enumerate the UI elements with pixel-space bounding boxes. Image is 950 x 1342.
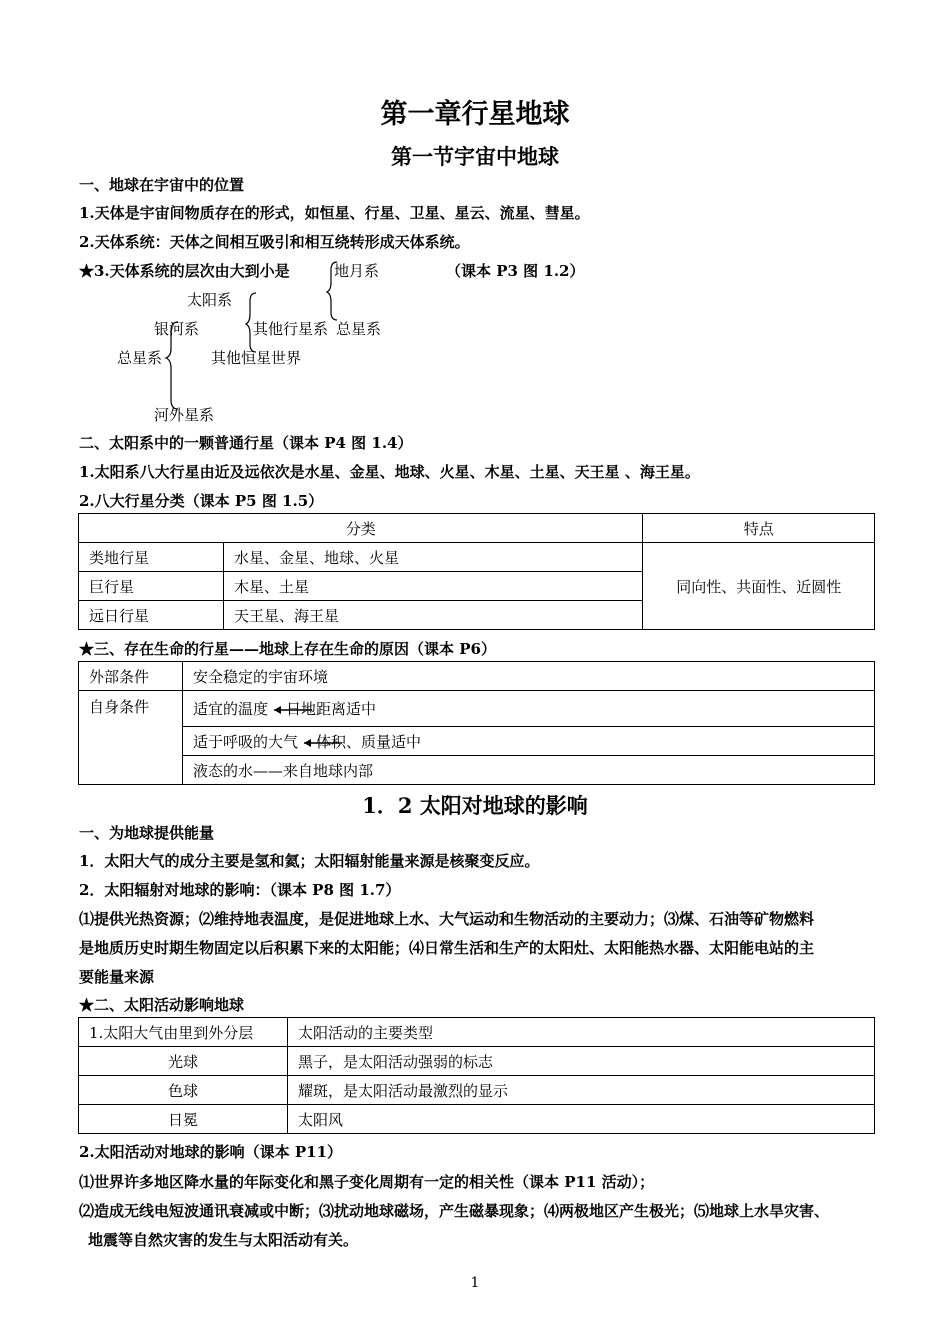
diagram-solar-system: 太阳系 xyxy=(187,291,233,309)
paragraph-sun-composition: 1．太阳大气的成分主要是氢和氦；太阳辐射能量来源是核聚变反应。 xyxy=(79,852,540,870)
cell-planets: 木星、土星 xyxy=(224,572,643,601)
atmosphere-text: 适于呼吸的大气 xyxy=(193,732,299,751)
cell-self-label: 自身条件 xyxy=(79,691,183,785)
left-arrow-icon xyxy=(302,738,330,748)
bracket-solar xyxy=(246,293,256,352)
paragraph-radiation-detail-2: 是地质历史时期生物固定以后积累下来的太阳能；⑷日常生活和生产的太阳灶、太阳能热水器、太阳能电站的主 xyxy=(79,939,815,957)
diagram-milky-way: 银河系 xyxy=(154,320,200,338)
cell-type: 类地行星 xyxy=(79,543,224,572)
solar-activity-table xyxy=(78,1017,875,1134)
paragraph-radiation-detail-3: 要能量来源 xyxy=(79,968,155,986)
paragraph-celestial-bodies: 1.天体是宇宙间物质存在的形式，如恒星、行星、卫星、星云、流星、彗星。 xyxy=(79,204,590,222)
heading-solar-planet: 二、太阳系中的一颗普通行星（课本 P4 图 1.4） xyxy=(79,434,413,452)
cell-layer: 光球 xyxy=(79,1047,288,1076)
diagram-other-stars: 其他恒星世界 xyxy=(211,349,302,367)
cell-temperature xyxy=(183,691,875,727)
life-conditions-table xyxy=(78,661,875,785)
heading-position: 一、地球在宇宙中的位置 xyxy=(79,176,245,194)
cell-layer: 色球 xyxy=(79,1076,288,1105)
volume-text: 体积、质量适中 xyxy=(316,732,422,751)
diagram-brackets xyxy=(0,0,950,450)
heading-energy: 一、为地球提供能量 xyxy=(79,824,215,842)
cell-planets: 天王星、海王星 xyxy=(224,601,643,630)
cell-type: 巨行星 xyxy=(79,572,224,601)
heading-solar-activity: ★二、太阳活动影响地球 xyxy=(79,996,245,1014)
paragraph-activity-detail-2: ⑵造成无线电短波通讯衰减或中断；⑶扰动地球磁场，产生磁暴现象；⑷两极地区产生极光；⑸地球上水旱灾害、 xyxy=(79,1202,830,1220)
paragraph-celestial-systems: 2.天体系统：天体之间相互吸引和相互绕转形成天体系统。 xyxy=(79,233,470,251)
diagram-extragalactic: 河外星系 xyxy=(154,406,215,424)
cell-atmosphere xyxy=(183,727,875,756)
paragraph-system-hierarchy: ★3.天体系统的层次由大到小是 xyxy=(79,262,290,280)
page-number: 1 xyxy=(470,1275,480,1291)
diagram-total-galaxy-label: 总星系 xyxy=(336,320,382,338)
distance-text: 日地距离适中 xyxy=(286,700,377,718)
bracket-total xyxy=(166,322,178,409)
left-arrow-icon xyxy=(272,705,300,715)
cell-external-value: 安全稳定的宇宙环境 xyxy=(183,662,875,691)
section-title-sun: 1．2 太阳对地球的影响 xyxy=(362,793,588,818)
header-classification: 分类 xyxy=(79,514,643,543)
temperature-text: 适宜的温度 xyxy=(193,700,269,718)
cell-type: 远日行星 xyxy=(79,601,224,630)
paragraph-planet-classification: 2.八大行星分类（课本 P5 图 1.5） xyxy=(79,492,324,510)
section-title: 第一节宇宙中地球 xyxy=(391,144,559,169)
paragraph-activity-effects: 2.太阳活动对地球的影响（课本 P11） xyxy=(79,1143,343,1161)
bracket-earth-moon xyxy=(327,262,337,320)
paragraph-radiation-detail-1: ⑴提供光热资源；⑵维持地表温度，是促进地球上水、大气运动和生物活动的主要动力；⑶煤、石油等矿物燃料 xyxy=(79,910,815,928)
planet-classification-table xyxy=(78,513,875,630)
cell-planets: 水星、金星、地球、火星 xyxy=(224,543,643,572)
paragraph-activity-detail-3: 地震等自然灾害的发生与太阳活动有关。 xyxy=(88,1231,359,1249)
diagram-total-galaxy: 总星系 xyxy=(117,349,163,367)
cell-activity: 太阳风 xyxy=(288,1105,875,1134)
cell-external-label: 外部条件 xyxy=(79,662,183,691)
diagram-reference: （课本 P3 图 1.2） xyxy=(446,262,585,280)
cell-layer: 日冕 xyxy=(79,1105,288,1134)
diagram-earth-moon: 地月系 xyxy=(334,262,380,280)
paragraph-eight-planets: 1.太阳系八大行星由近及远依次是水星、金星、地球、火星、木星、土星、天王星 、海王星。 xyxy=(79,463,700,481)
heading-life-planet: ★三、存在生命的行星——地球上存在生命的原因（课本 P6） xyxy=(79,640,496,658)
header-activity-types: 太阳活动的主要类型 xyxy=(288,1018,875,1047)
cell-feature: 同向性、共面性、近圆性 xyxy=(643,543,875,630)
paragraph-activity-detail-1: ⑴世界许多地区降水量的年际变化和黑子变化周期有一定的相关性（课本 P11 活动）； xyxy=(79,1173,655,1191)
cell-activity: 耀斑，是太阳活动最激烈的显示 xyxy=(288,1076,875,1105)
paragraph-radiation-effect: 2．太阳辐射对地球的影响：（课本 P8 图 1.7） xyxy=(79,881,401,899)
header-features: 特点 xyxy=(643,514,875,543)
cell-water: 液态的水——来自地球内部 xyxy=(183,756,875,785)
diagram-other-planets: 其他行星系 xyxy=(253,320,329,338)
chapter-title: 第一章行星地球 xyxy=(380,99,570,130)
header-layers: 1.太阳大气由里到外分层 xyxy=(79,1018,288,1047)
cell-activity: 黑子，是太阳活动强弱的标志 xyxy=(288,1047,875,1076)
